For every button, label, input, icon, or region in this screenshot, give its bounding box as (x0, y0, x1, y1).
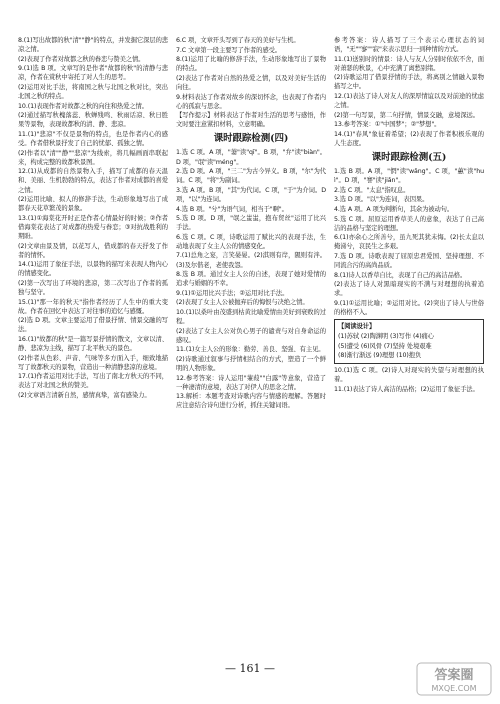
answer-paragraph: 7.选 D 项。诗歌表现了屈原忠君爱国、坚持理想、不同流合污的高尚品质。 (334, 252, 484, 270)
column-right (334, 36, 484, 654)
reading-design-box (334, 319, 484, 364)
answer-paragraph: (2)文章由景及情，以花写人，借成都的春天抒发了作者的情怀。 (18, 242, 168, 259)
answer-paragraph: 参考答案：诗人描写了三个表示心理状态的词语，"无""寥""寂"来表示思归一到种情的方式。 (334, 37, 484, 54)
answer-paragraph: (2)运用对比手法，将南国之秋与北国之秋对比，突出北国之秋的特点。 (18, 83, 168, 101)
answer-paragraph: 12.参考答案：诗人运用"蒹葭""白露"等意象，营造了一种凄清的意境，表达了对伊人的思念之情。 (176, 374, 326, 391)
answer-paragraph: 8.选 B 项。通过女主人公的自述，表现了她对爱情的追求与婚姻的不幸。 (176, 271, 326, 288)
watermark-cn-text: 答案圈 (434, 668, 474, 683)
answer-paragraph: 2.选 D 项。A 项，"三二"为古今异义。B 项，"尔"为代词。C 项，"将"为副词。 (176, 168, 326, 185)
answer-paragraph: 9.材料表达了作者对故乡的深切怀念，也表现了作者内心的孤寂与思念。 (176, 93, 326, 110)
answer-paragraph: (2)第一句写景，第二句抒情，情景交融，意境深远。 (334, 111, 479, 119)
answer-paragraph: 13.解析：本题考查对诗歌内容与情感的理解。答题时应注意结合诗句进行分析，抓住关键词语。 (176, 393, 326, 410)
answer-paragraph: 1.选 B 项。A 项，"惘"读"wǎng"。C 项，"蕙"读"huì"。D 项，"謇"读"jiǎn"。 (334, 168, 484, 185)
answer-paragraph: 9.(1)①运用比兴手法；②运用对比手法。 (176, 289, 289, 297)
answer-paragraph: 15.(1)"那一年的秋天"指作者经历了人生中的重大变故。作者在回忆中表达了对往事的追忆与感慨。 (18, 298, 168, 315)
answer-paragraph: 8.(1)写出故都的秋"清""静"的特点，并发掘它深层的悲凉之情。 (18, 37, 168, 54)
answer-paragraph: 4.选 B 项。"兮"为语气词，相当于"啊"。 (176, 205, 288, 213)
answer-paragraph: 14.(1)"春风"象征着希望；(2)表现了作者积极乐观的人生态度。 (334, 130, 484, 148)
answer-paragraph: (2)表现了作者对故都之秋的眷恋与赞美之情。 (18, 55, 145, 63)
answer-paragraph: 17.(1)作者运用对比手法，写出了南北方秋天的不同，表达了对北国之秋的赞美。 (18, 373, 168, 390)
box-title: 【阅读设计】 (338, 323, 376, 331)
box-line: (5)遭受 (6)风骨 (7)坚持 处境艰难 (338, 342, 432, 350)
box-line: (1)苏轼 (2)陶渊明 (3)写作 (4)痛心 (338, 333, 434, 341)
answer-paragraph: 9.(1)选 B 项。文章写的是作者"故都的秋"的清静与悲凉，作者在赏秋中寄托了对人生的思考。 (18, 65, 168, 82)
answer-paragraph: 7.C 文章第一段主要写了作者的感受。 (176, 46, 281, 54)
answer-paragraph: 11.(1)表达了诗人高洁的品格；(2)运用了象征手法。 (334, 385, 479, 393)
answer-paragraph: (2)作者从色彩、声音、气味等多方面入手，细致地描写了故都秋天的景物，营造出一种清静悲凉的意境。 (18, 354, 168, 371)
section-heading: 课时跟踪检测(四) (213, 133, 289, 145)
answer-paragraph: 8.(1)运用了比喻的修辞手法，生动形象地写出了景物的特点。 (176, 56, 326, 73)
answer-paragraph: 14.(1)运用了象征手法，以景物的描写来表现人物内心的情感变化。 (18, 261, 168, 278)
answer-paragraph: 10.(1)选 C 项。(2)诗人对现实的失望与对理想的执着。 (334, 367, 484, 384)
answer-paragraph: 2.选 C 项。"太息"指叹息。 (334, 186, 410, 194)
answer-paragraph: 6.C 项，文章开头写到了春天的美好与生机。 (176, 37, 300, 44)
answer-paragraph: 9.(1)①运用比喻；②运用对比。(2)突出了诗人与世俗的格格不入。 (334, 299, 484, 317)
answer-paragraph: 【写作提示】材料表达了作者对生活的思考与感悟，作文时要注意紧扣材料，立意明确。 (176, 112, 326, 129)
answer-paragraph: (2)作者以"清""静""悲凉"为线索，将几幅画面串联起来，构成完整的故都秋景图。 (18, 149, 168, 166)
answer-paragraph: (2)表达了女主人公对负心男子的谴责与对自身命运的感叹。 (176, 327, 326, 344)
answer-paragraph: 5.选 D 项。D 项，"氓之蚩蚩，抱布贸丝"运用了比兴手法。 (176, 215, 326, 232)
section-heading: 课时跟踪检测(五) (371, 152, 447, 164)
answer-paragraph: 5.选 C 项。屈原运用香草美人的意象，表达了自己高洁的品格与坚定的理想。 (334, 215, 484, 232)
answer-paragraph: 12.(1)表达了诗人对友人的深厚情谊以及对前途的忧虑之情。 (334, 93, 484, 110)
answer-paragraph: 11.(1)"悲凉"不仅是景物的特点，也是作者内心的感受。作者借秋景抒发了自己的忧郁、孤独之情。 (18, 130, 168, 148)
answer-paragraph: 6.(1)亦余心之所善兮，虽九死其犹未悔。(2)长太息以掩涕兮，哀民生之多艰。 (334, 234, 484, 251)
watermark-graphic (416, 662, 492, 696)
column-left (18, 36, 168, 654)
answer-paragraph: (2)表达了作者对自然的热爱之情，以及对美好生活的向往。 (176, 74, 326, 91)
answer-paragraph: 3.选 D 项。"以"为连词，表因果。 (334, 196, 429, 204)
answer-paragraph: (2)表现了女主人公被抛弃后的悔恨与决绝之情。 (176, 299, 309, 307)
answer-paragraph: 6.选 C 项。C 项，诗歌运用了赋比兴的表现手法，生动地表现了女主人公的情感变化。 (176, 233, 326, 250)
answer-paragraph: 4.选 A 项。A 项为判断句，其余为被动句。 (334, 206, 454, 213)
answer-paragraph: (2)第一次写出了环境的悲凉，第二次写出了作者的孤独与坚守。 (18, 279, 168, 297)
answer-paragraph: (2)选 D 项。文章主要运用了借景抒情、情景交融的写法。 (18, 317, 168, 334)
answer-paragraph: 11.(1)女主人公的形象：勤劳、善良、坚强、有主见。 (176, 346, 325, 354)
watermark-logo (416, 662, 492, 696)
column-middle (176, 36, 326, 654)
page-number: — 161 — (225, 662, 275, 675)
answer-paragraph: 7.(1)总角之宴，言笑晏晏。(2)淇则有岸，隰则有泮。(3)及尔偕老，老使我怨。 (176, 252, 326, 269)
answer-paragraph: (2)通过描写秋槐落蕊、秋蝉残鸣、秋雨话凉、秋日胜果等景物，表现故都秋的清、静、悲凉。 (18, 112, 168, 129)
answer-paragraph: (2)诗歌通过叙事与抒情相结合的方式，塑造了一个鲜明的人物形象。 (176, 356, 326, 373)
watermark-en-text: MXQE.COM (431, 684, 477, 693)
answer-paragraph: (2)运用比喻、拟人的修辞手法，生动形象地写出了成都春天花草繁茂的景象。 (18, 196, 168, 213)
answer-paragraph: (2)文章语言清新自然，感情真挚，富有感染力。 (18, 392, 151, 400)
answer-paragraph: 1.选 C 项。A 项，"萋"读"qī"。B 项，"弁"读"biàn"。D 项，"氓"读"méng"。 (176, 149, 326, 166)
answer-paragraph: (2)诗歌运用了借景抒情的手法，将离别之情融入景物描写之中。 (334, 74, 484, 91)
answer-paragraph: 12.(1)从成都的自然景物入手，描写了成都的春天温和、美丽、生机勃勃的特点，表达了作者对成都的喜爱之情。 (18, 168, 168, 194)
box-line: (8)渐行渐远 (9)理想 (10)抱负 (338, 352, 422, 360)
answer-paragraph: 3.选 A 项。B 项，"其"为代词。C 项，"于"为介词。D 项，"以"为连词。 (176, 186, 326, 203)
answer-paragraph: 11.(1)送别时的情景：诗人与友人分别时依依不舍，面对萧瑟的秋景，心中充满了离愁别绪。 (334, 55, 484, 72)
answer-paragraph: 8.(1)诗人以香草自比，表现了自己的高洁品格。 (334, 271, 467, 279)
answer-paragraph: 13.参考答案：①"中国梦"；②"梦想"。 (334, 121, 441, 129)
answer-paragraph: 10.(1)表现作者对故都之秋的向往和热爱之情。 (18, 102, 148, 110)
answer-paragraph: 13.(1)①海棠花开时正是作者心情最好的时候；②作者借海棠花表达了对成都的热爱与眷恋；③对抗战胜利的期盼。 (18, 214, 168, 240)
answer-paragraph: 10.(1)以桑叶由茂盛到枯黄比喻爱情由美好到衰败的过程。 (176, 309, 326, 326)
answer-paragraph: 16.(1)"故都的秋"是一篇写景抒情的散文，文章以清、静、悲凉为主线，描写了北平秋天的景色。 (18, 336, 168, 353)
answer-paragraph: (2)表达了诗人对黑暗现实的不满与对理想的执着追求。 (334, 281, 484, 298)
